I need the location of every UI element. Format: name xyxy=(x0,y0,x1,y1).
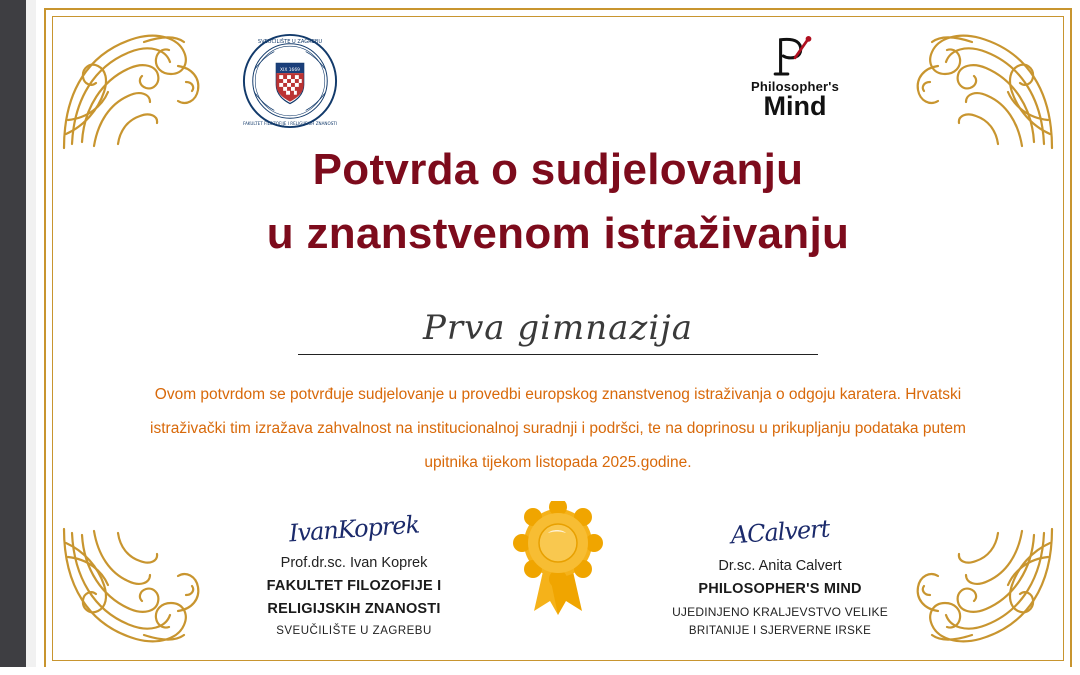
page-edge-shadow xyxy=(0,0,26,675)
philosophers-mind-mark-icon xyxy=(768,34,822,78)
recipient-name: Prva gimnazija xyxy=(422,308,694,348)
signature-right-name: Dr.sc. Anita Calvert xyxy=(718,558,842,574)
signature-right-sub-line2: BRITANIJE I SJERVERNE IRSKE xyxy=(688,625,872,637)
recipient-underline xyxy=(298,354,818,355)
signature-left-org-line2: RELIGIJSKIH ZNANOSTI xyxy=(267,601,441,617)
philosophers-mind-word1: Philosopher's xyxy=(750,79,840,94)
certificate-body-text: Ovom potvrdom se potvrđuje sudjelovanje u provedbi europskog znanstvenog istraživanja o odgoju karatera. Hrvatski istraživački tim izražava zahvalnost na institucionalnoj suradnji i podršci, te na doprinosu u prikupljanju podataka putem upitnika tijekom listopada 2025.godine. xyxy=(150,386,966,472)
signature-right-sub-line1: UJEDINJENO KRALJEVSTVO VELIKE xyxy=(672,605,888,619)
certificate-title xyxy=(36,138,1080,266)
svg-text:SVEUČILIŠTE U ZAGREBU: SVEUČILIŠTE U ZAGREBU xyxy=(257,38,323,45)
certificate-body xyxy=(36,0,1080,675)
signature-left-sub-line1: SVEUČILIŠTE U ZAGREBU xyxy=(276,625,432,637)
signature-right xyxy=(630,512,930,637)
title-line-1: Potvrda o sudjelovanju xyxy=(312,145,804,194)
svg-text:FAKULTET FILOZOFIJE I RELIGIJS: FAKULTET FILOZOFIJE I RELIGIJSKIH ZNANOSTI xyxy=(242,121,338,127)
logo-row xyxy=(36,28,1080,138)
page-bottom-strip xyxy=(0,667,1080,675)
philosophers-mind-word2: Mind xyxy=(763,90,827,121)
signature-right-org-line1: PHILOSOPHER'S MIND xyxy=(698,581,862,597)
svg-text:XIX 1669: XIX 1669 xyxy=(280,68,300,74)
signature-left-script: IvanKoprek xyxy=(288,510,420,548)
philosophers-mind-logo xyxy=(720,34,870,120)
signature-area xyxy=(36,477,1080,637)
signature-left-name: Prof.dr.sc. Ivan Koprek xyxy=(280,555,428,571)
signature-left-org-line1: FAKULTET FILOZOFIJE I xyxy=(266,578,442,594)
recipient-block xyxy=(298,308,818,355)
title-line-2: u znanstvenom istraživanju xyxy=(266,208,850,258)
signature-right-script: ACalvert xyxy=(729,514,831,550)
signature-left xyxy=(204,509,504,637)
university-seal-icon xyxy=(241,32,339,130)
page-edge-highlight xyxy=(26,0,36,675)
